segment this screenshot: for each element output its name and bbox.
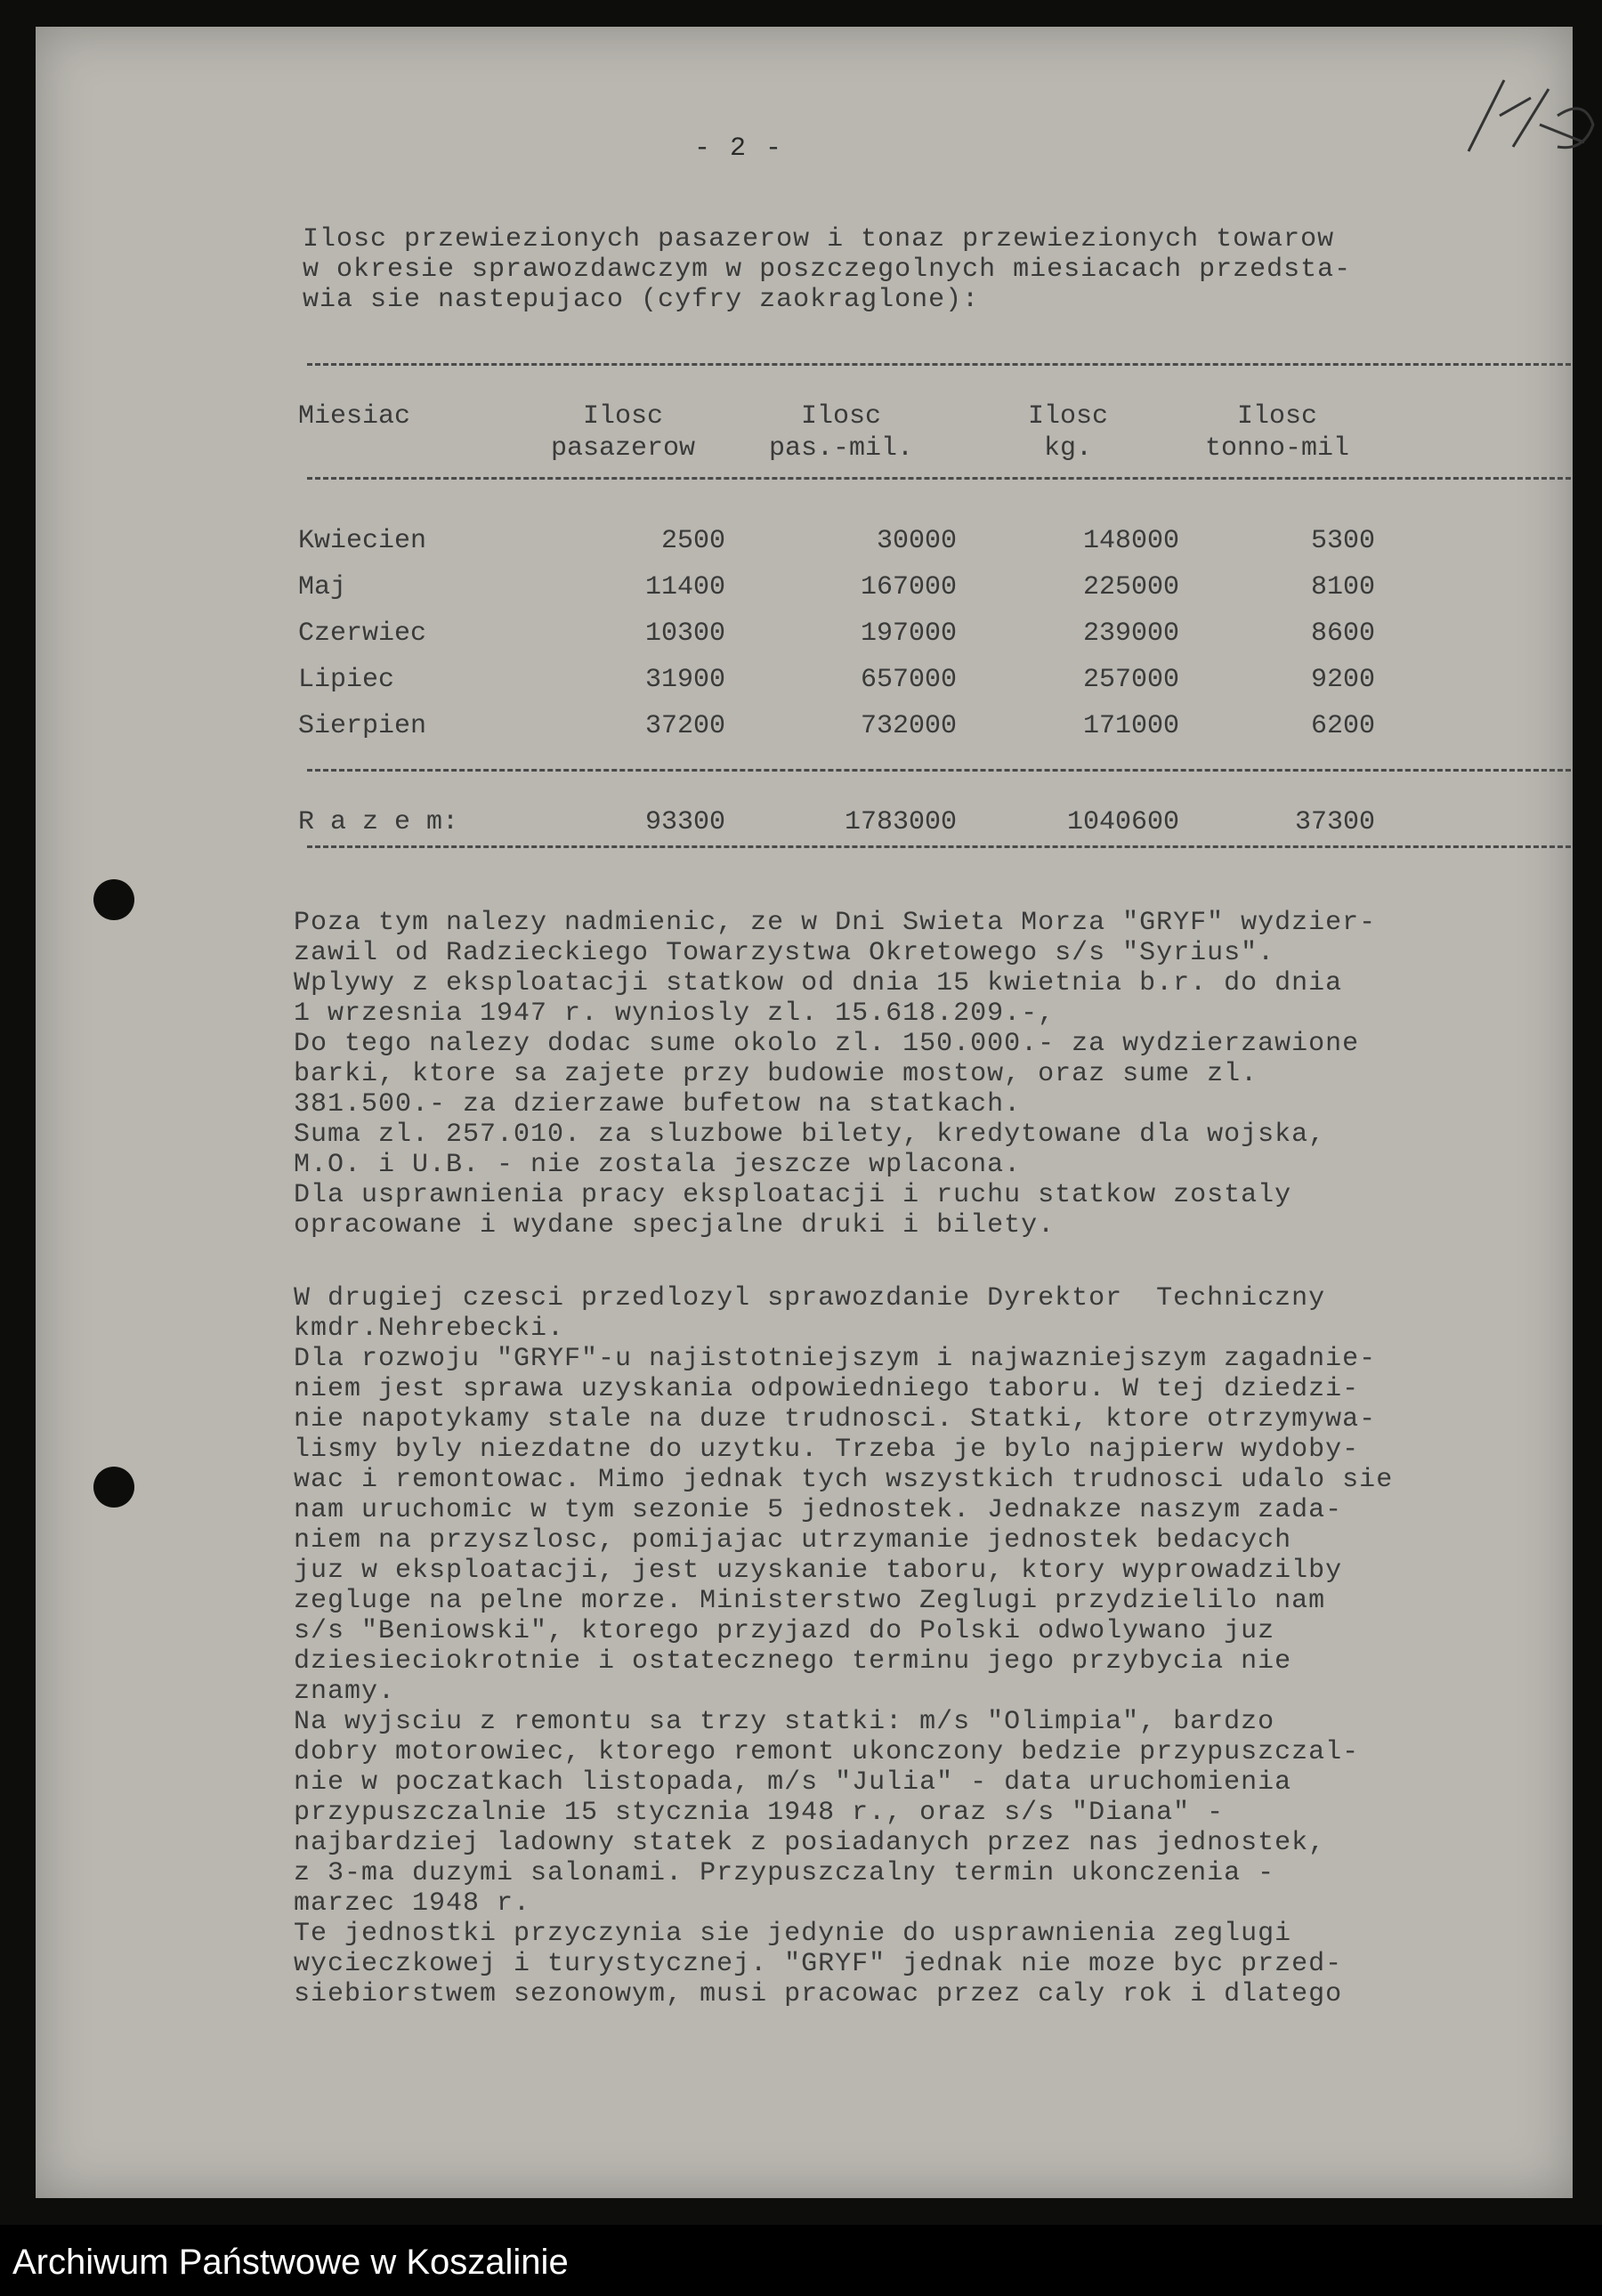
archive-footer — [0, 2225, 1602, 2296]
kg-cell: 171000 — [1082, 711, 1179, 741]
passengers-cell: 31900 — [644, 665, 725, 695]
total-kg: 1040600 — [1066, 807, 1179, 837]
month-cell: Lipiec — [298, 665, 395, 695]
header-passengers: Ilosc pasazerow — [550, 401, 696, 464]
header-pass-miles: Ilosc pas.-mil. — [768, 401, 914, 464]
table-row — [298, 518, 1375, 564]
total-pass-miles: 1783000 — [844, 807, 957, 837]
passengers-cell: 10300 — [644, 618, 725, 649]
handwritten-folio-mark — [1451, 62, 1602, 187]
total-passengers: 93300 — [644, 807, 725, 837]
paragraph-income: Poza tym nalezy nadmienic, ze w Dni Swieta Morza "GRYF" wydzier- zawil od Radzieckiego Towarzystwa Okretowego s/s "Syrius". Wplywy z eksploatacji statkow od dnia 15 kwietnia b.r. do dnia 1 wrzesnia 1947 r. wyniosly zl. 15.618.209.-, Do tego nalezy dodac sume okolo zl. 150.000.- za wydzierzawione barki, ktore sa zajete przy budowie mostow, oraz sume zl. 381.500.- za dzierzawe bufetow na statkach. Suma zl. 257.010. za sluzbowe bilety, kredytowane dla wojska, M.O. i U.B. - nie zostala jeszcze wplacona. Dla usprawnienia pracy eksploatacji i ruchu statkow zostaly opracowane i wydane specjalne druki i bilety. — [294, 908, 1377, 1241]
ton-miles-cell: 8100 — [1310, 572, 1375, 602]
pass-miles-cell: 30000 — [876, 526, 957, 556]
total-bottom-rule — [307, 845, 1571, 848]
ton-miles-cell: 6200 — [1310, 711, 1375, 741]
pass-miles-cell: 167000 — [860, 572, 957, 602]
archive-name: Archiwum Państwowe w Koszalinie — [12, 2243, 569, 2282]
kg-cell: 239000 — [1082, 618, 1179, 649]
statistics-table — [298, 400, 1375, 845]
month-cell: Kwiecien — [298, 526, 427, 556]
month-cell: Maj — [298, 572, 347, 602]
month-cell: Sierpien — [298, 711, 427, 741]
table-header-row — [298, 400, 1375, 465]
page-number: - 2 - — [694, 133, 784, 164]
header-ton-miles: Ilosc tonno-mil — [1204, 401, 1350, 464]
total-label: R a z e m: — [298, 807, 459, 837]
table-row — [298, 610, 1375, 657]
passengers-cell: 37200 — [644, 711, 725, 741]
paragraph-technical-report: W drugiej czesci przedlozyl sprawozdanie Dyrektor Techniczny kmdr.Nehrebecki. Dla rozwoju "GRYF"-u najistotniejszym i najwazniejszym zagadnie- niem jest sprawa uzyskania odpowiedniego taboru. W tej dziedzi- nie napotykamy stale na duze trudnosci. Statki, ktore otrzymywa- lismy byly niezdatne do uzytku. Trzeba je bylo najpierw wydoby- wac i remontowac. Mimo jednak tych wszystkich trudnosci udalo sie nam uruchomic w tym sezonie 5 jednostek. Jednakze naszym zada- niem na przyszlosc, pomijajac utrzymanie jednostek bedacych juz w eksploatacji, jest uzyskanie taboru, ktory wyprowadzilby zegluge na pelne morze. Ministerstwo Zeglugi przydzielilo nam s/s "Beniowski", ktorego przyjazd do Polski odwolywano juz dziesieciokrotnie i ostatecznego terminu jego przybycia nie znamy. Na wyjsciu z remontu sa trzy statki: m/s "Olimpia", bardzo dobry motorowiec, ktorego remont ukonczony bedzie przypuszczal- nie w poczatkach listopada, m/s "Julia" - data uruchomienia przypuszczalnie 15 stycznia 1948 r., oraz s/s "Diana" - najbardziej ladowny statek z posiadanych przez nas jednostek, z 3-ma duzymi salonami. Przypuszczalny termin ukonczenia - marzec 1948 r. Te jednostki przyczynia sie jedynie do usprawnienia zeglugi wycieczkowej i turystycznej. "GRYF" jednak nie moze byc przed- siebiorstwem sezonowym, musi pracowac przez caly rok i dlatego — [294, 1283, 1394, 2009]
total-top-rule — [307, 769, 1571, 772]
pass-miles-cell: 732000 — [860, 711, 957, 741]
intro-paragraph: Ilosc przewiezionych pasazerow i tonaz przewiezionych towarow w okresie sprawozdawczym w poszczegolnych miesiacach przedsta- wia sie nastepujaco (cyfry zaokraglone): — [303, 224, 1352, 315]
table-top-rule — [307, 363, 1571, 366]
kg-cell: 225000 — [1082, 572, 1179, 602]
total-ton-miles: 37300 — [1294, 807, 1375, 837]
table-row — [298, 564, 1375, 610]
table-row — [298, 703, 1375, 749]
punch-hole-bottom — [93, 1467, 134, 1508]
passengers-cell: 11400 — [644, 572, 725, 602]
table-row — [298, 657, 1375, 703]
header-month: Miesiac — [298, 401, 411, 432]
header-rule — [307, 477, 1571, 480]
header-kg: Ilosc kg. — [1027, 401, 1108, 464]
ton-miles-cell: 9200 — [1310, 665, 1375, 695]
ton-miles-cell: 5300 — [1310, 526, 1375, 556]
passengers-cell: 2500 — [660, 526, 725, 556]
pass-miles-cell: 197000 — [860, 618, 957, 649]
table-total-row — [298, 799, 1375, 845]
kg-cell: 257000 — [1082, 665, 1179, 695]
ton-miles-cell: 8600 — [1310, 618, 1375, 649]
pass-miles-cell: 657000 — [860, 665, 957, 695]
kg-cell: 148000 — [1082, 526, 1179, 556]
month-cell: Czerwiec — [298, 618, 427, 649]
punch-hole-top — [93, 879, 134, 920]
